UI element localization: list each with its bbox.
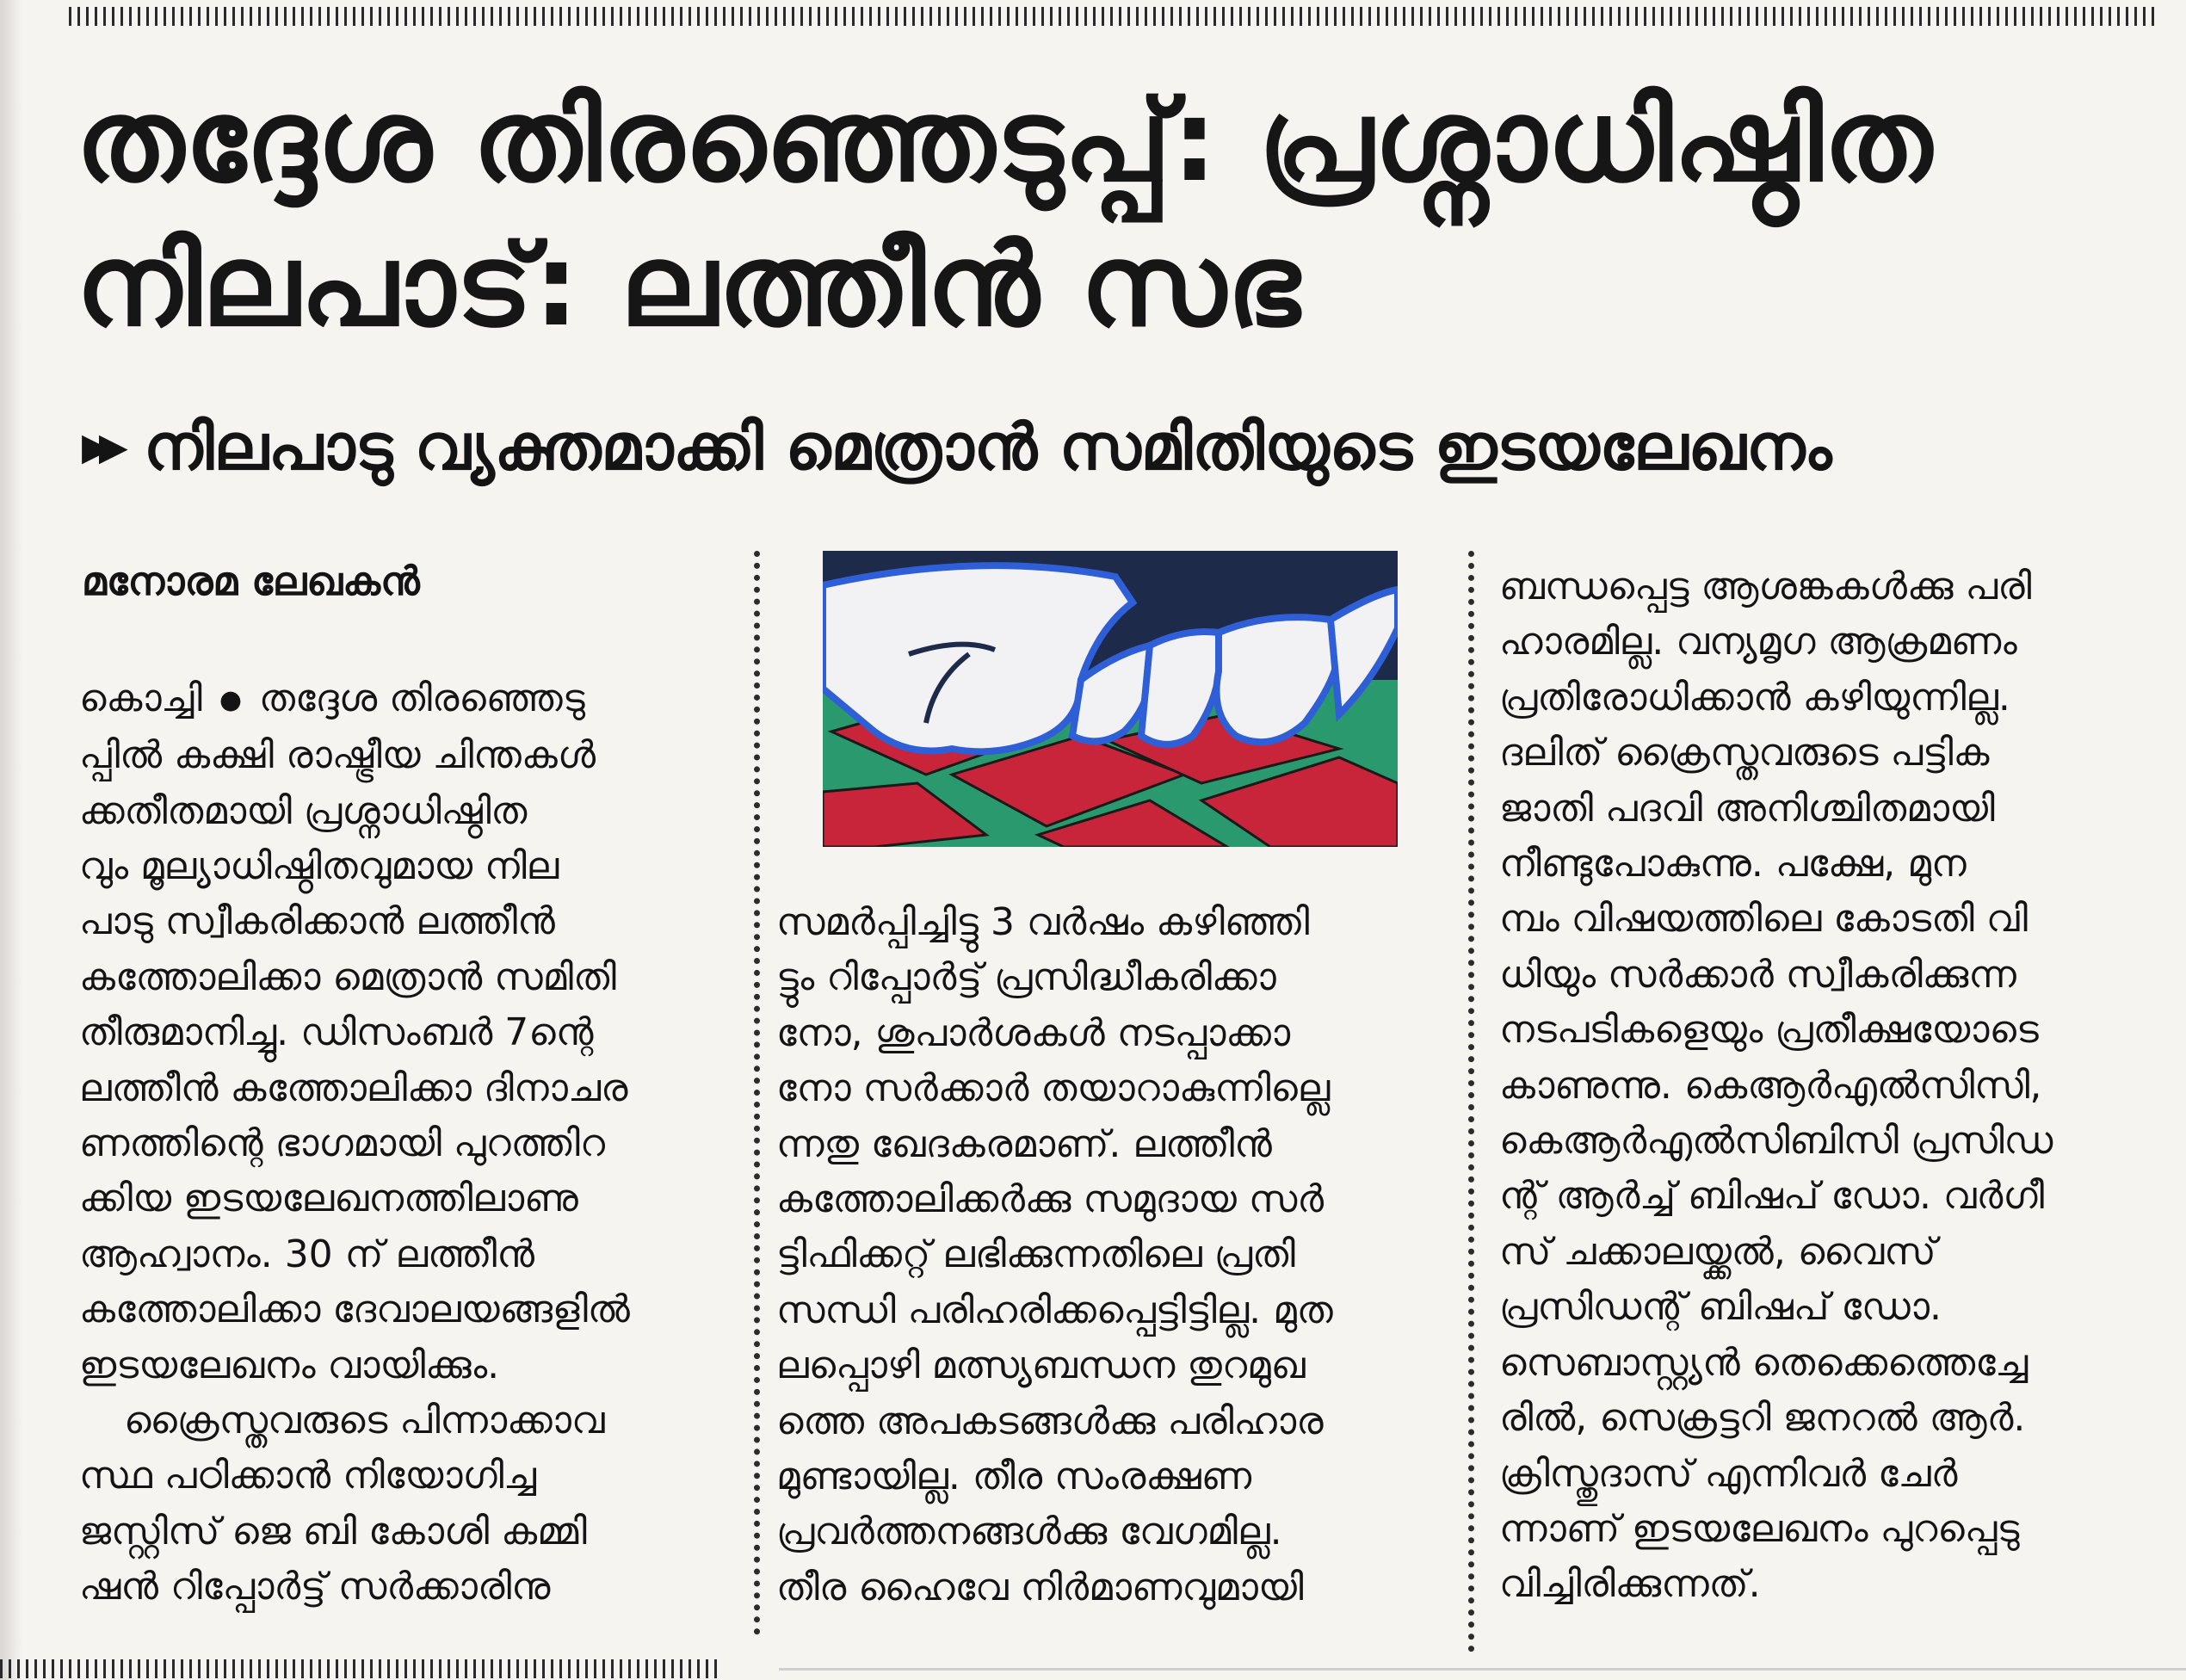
dateline: കൊച്ചി [79,676,202,720]
text-line: മ്പം വിഷയത്തിലെ കോടതി വി [1499,897,2029,942]
column-separator-2 [1468,551,1474,1652]
text-line: ആഹ്വാനം. 30 ന് ലത്തീൻ [79,1232,534,1276]
text-line: നീണ്ടുപോകുന്നു. പക്ഷേ, മുന [1499,842,1967,886]
illustration-svg [823,551,1398,847]
text-line: പ്പിൽ കക്ഷി രാഷ്ട്രീയ ചിന്തകൾ [79,733,596,778]
column-separator-1 [754,551,760,1635]
illustration-hand-pressing-button [823,551,1398,847]
text-line: ബന്ധപ്പെട്ട ആശങ്കകൾക്കു പരി [1499,565,2032,608]
text-line: തീര ഹൈവേ നിർമാണവുമായി [776,1565,1304,1609]
text-line: വും മൂല്യാധിഷ്ഠിതവുമായ നില [79,844,559,889]
text-line: ക്കിയ ഇടയലേഖനത്തിലാണു [79,1177,578,1221]
bullet-dot-icon: ● [219,684,243,715]
text-line: കത്തോലിക്കാ ദേവാലയങ്ങളിൽ [79,1288,630,1332]
text-line: ദലിത് ക്രൈസ്തവരുടെ പട്ടിക [1499,731,1990,775]
text-line: ന്റ് ആർച്ച് ബിഷപ് ഡോ. വർഗീ [1499,1174,2045,1219]
text-line: ക്രൈസ്തവരുടെ പിന്നാക്കാവ [124,1399,605,1443]
text-line: ജസ്റ്റിസ് ജെ ബി കോശി കമ്മി [79,1509,587,1553]
text-line: ട്ടിഫിക്കറ്റ് ലഭിക്കുന്നതിലെ പ്രതി [776,1232,1295,1277]
text-line: ട്ടും റിപ്പോർട്ട് പ്രസിദ്ധീകരിക്കാ [776,955,1276,1000]
text-line: സ്ഥ പഠിക്കാൻ നിയോഗിച്ച [79,1454,536,1498]
headline [76,69,2176,358]
column-1 [79,671,716,1615]
text-line: കാണുന്നു. കെആർഎൽസിസി, [1499,1063,2042,1108]
paragraph-1 [79,671,716,1393]
subheadline [82,405,2147,491]
text-line: സമർപ്പിച്ചിട്ടു 3 വർഷം കഴിഞ്ഞി [776,900,1310,944]
text-line: ണത്തിന്റെ ഭാഗമായി പുറത്തിറ [79,1121,605,1166]
text-line: ലപ്പൊഴി മത്സ്യബന്ധന തുറമുഖ [776,1343,1306,1388]
text-line: ക്രിസ്തുദാസ് എന്നിവർ ചേർ [1499,1451,1958,1496]
column-2 [776,895,1448,1615]
text-line: കെആർഎൽസിബിസി പ്രസിഡ [1499,1119,2053,1164]
byline: മനോരമ ലേഖകൻ [82,558,420,604]
text-line: സെബാസ്റ്റ്യൻ തെക്കെത്തെച്ചേ [1499,1340,2029,1385]
text-line: കത്തോലിക്കാ മെത്രാൻ സമിതി [79,954,616,999]
paragraph-1-lines [79,676,630,1387]
text-line: പാടു സ്വീകരിക്കാൻ ലത്തീൻ [79,899,555,944]
text-line: നോ സർക്കാർ തയാറാകുന്നില്ലെ [776,1066,1331,1111]
column-3 [1499,559,2171,1613]
text-line: തദ്ദേശ തിരഞ്ഞെടു [259,676,585,720]
text-line: ഷൻ റിപ്പോർട്ട് സർക്കാരിനു [79,1565,551,1609]
page-edge-shadow [0,0,22,1680]
text-line: ക്കതീതമായി പ്രശ്നാധിഷ്ഠിത [79,788,528,833]
paragraph-2 [79,1393,716,1615]
text-line: ഹാരമില്ല. വന്യമൃഗ ആക്രമണം [1499,620,2017,664]
column-3-text [1499,559,2171,1613]
text-line: കത്തോലിക്കർക്കു സമുദായ സർ [776,1177,1325,1222]
text-line: നടപടികളെയും പ്രതീക്ഷയോടെ [1499,1008,2039,1053]
double-triangle-right-icon: ▶▶ [82,425,116,469]
text-line: രിൽ, സെക്രട്ടറി ജനറൽ ആർ. [1499,1396,2026,1441]
text-line: ന്നാണ് ഇടയലേഖനം പുറപ്പെടു [1499,1506,2020,1551]
text-line: വിച്ചിരിക്കുന്നത്. [1499,1562,1761,1607]
bottom-rule-right [779,1668,2186,1671]
text-line: സ് ചക്കാലയ്ക്കൽ, വൈസ് [1499,1229,1936,1274]
text-line: പ്രതിരോധിക്കാൻ കഴിയുന്നില്ല. [1499,675,2010,720]
headline-line-1: തദ്ദേശ തിരഞ്ഞെടുപ്പ്: പ്രശ്നാധിഷ്ഠിത [76,75,1933,207]
text-line: സന്ധി പരിഹരിക്കപ്പെട്ടിട്ടില്ല. മുത [776,1288,1333,1332]
bottom-rule-left [0,1659,723,1678]
text-line: ത്തെ അപകടങ്ങൾക്കു പരിഹാര [776,1399,1324,1443]
text-line: ഇടയലേഖനം വായിക്കും. [79,1343,500,1387]
text-line: നോ, ശുപാർശകൾ നടപ്പാക്കാ [776,1010,1291,1055]
text-line: ജാതി പദവി അനിശ്ചിതമായി [1499,786,1995,831]
text-line: ധിയും സർക്കാർ സ്വീകരിക്കുന്ന [1499,952,2016,997]
text-line: ലത്തീൻ കത്തോലിക്കാ ദിനാചര [79,1065,628,1110]
column-2-text [776,895,1448,1615]
headline-line-2: നിലപാട്: ലത്തീൻ സഭ [76,219,1301,352]
top-rule [69,7,2160,26]
text-line: പ്രസിഡന്റ് ബിഷപ് ഡോ. [1499,1285,1942,1330]
text-line: തീരുമാനിച്ചു. ഡിസംബർ 7ന്റെ [79,1010,594,1055]
text-line: മുണ്ടായില്ല. തീര സംരക്ഷണ [776,1455,1252,1499]
text-line: ന്നതു ഖേദകരമാണ്. ലത്തീൻ [776,1121,1272,1166]
subheadline-text: നിലപാടു വ്യക്തമാക്കി മെത്രാൻ സമിതിയുടെ ഇടയലേഖനം [143,411,1832,485]
text-line: പ്രവർത്തനങ്ങൾക്കു വേഗമില്ല. [776,1510,1282,1554]
